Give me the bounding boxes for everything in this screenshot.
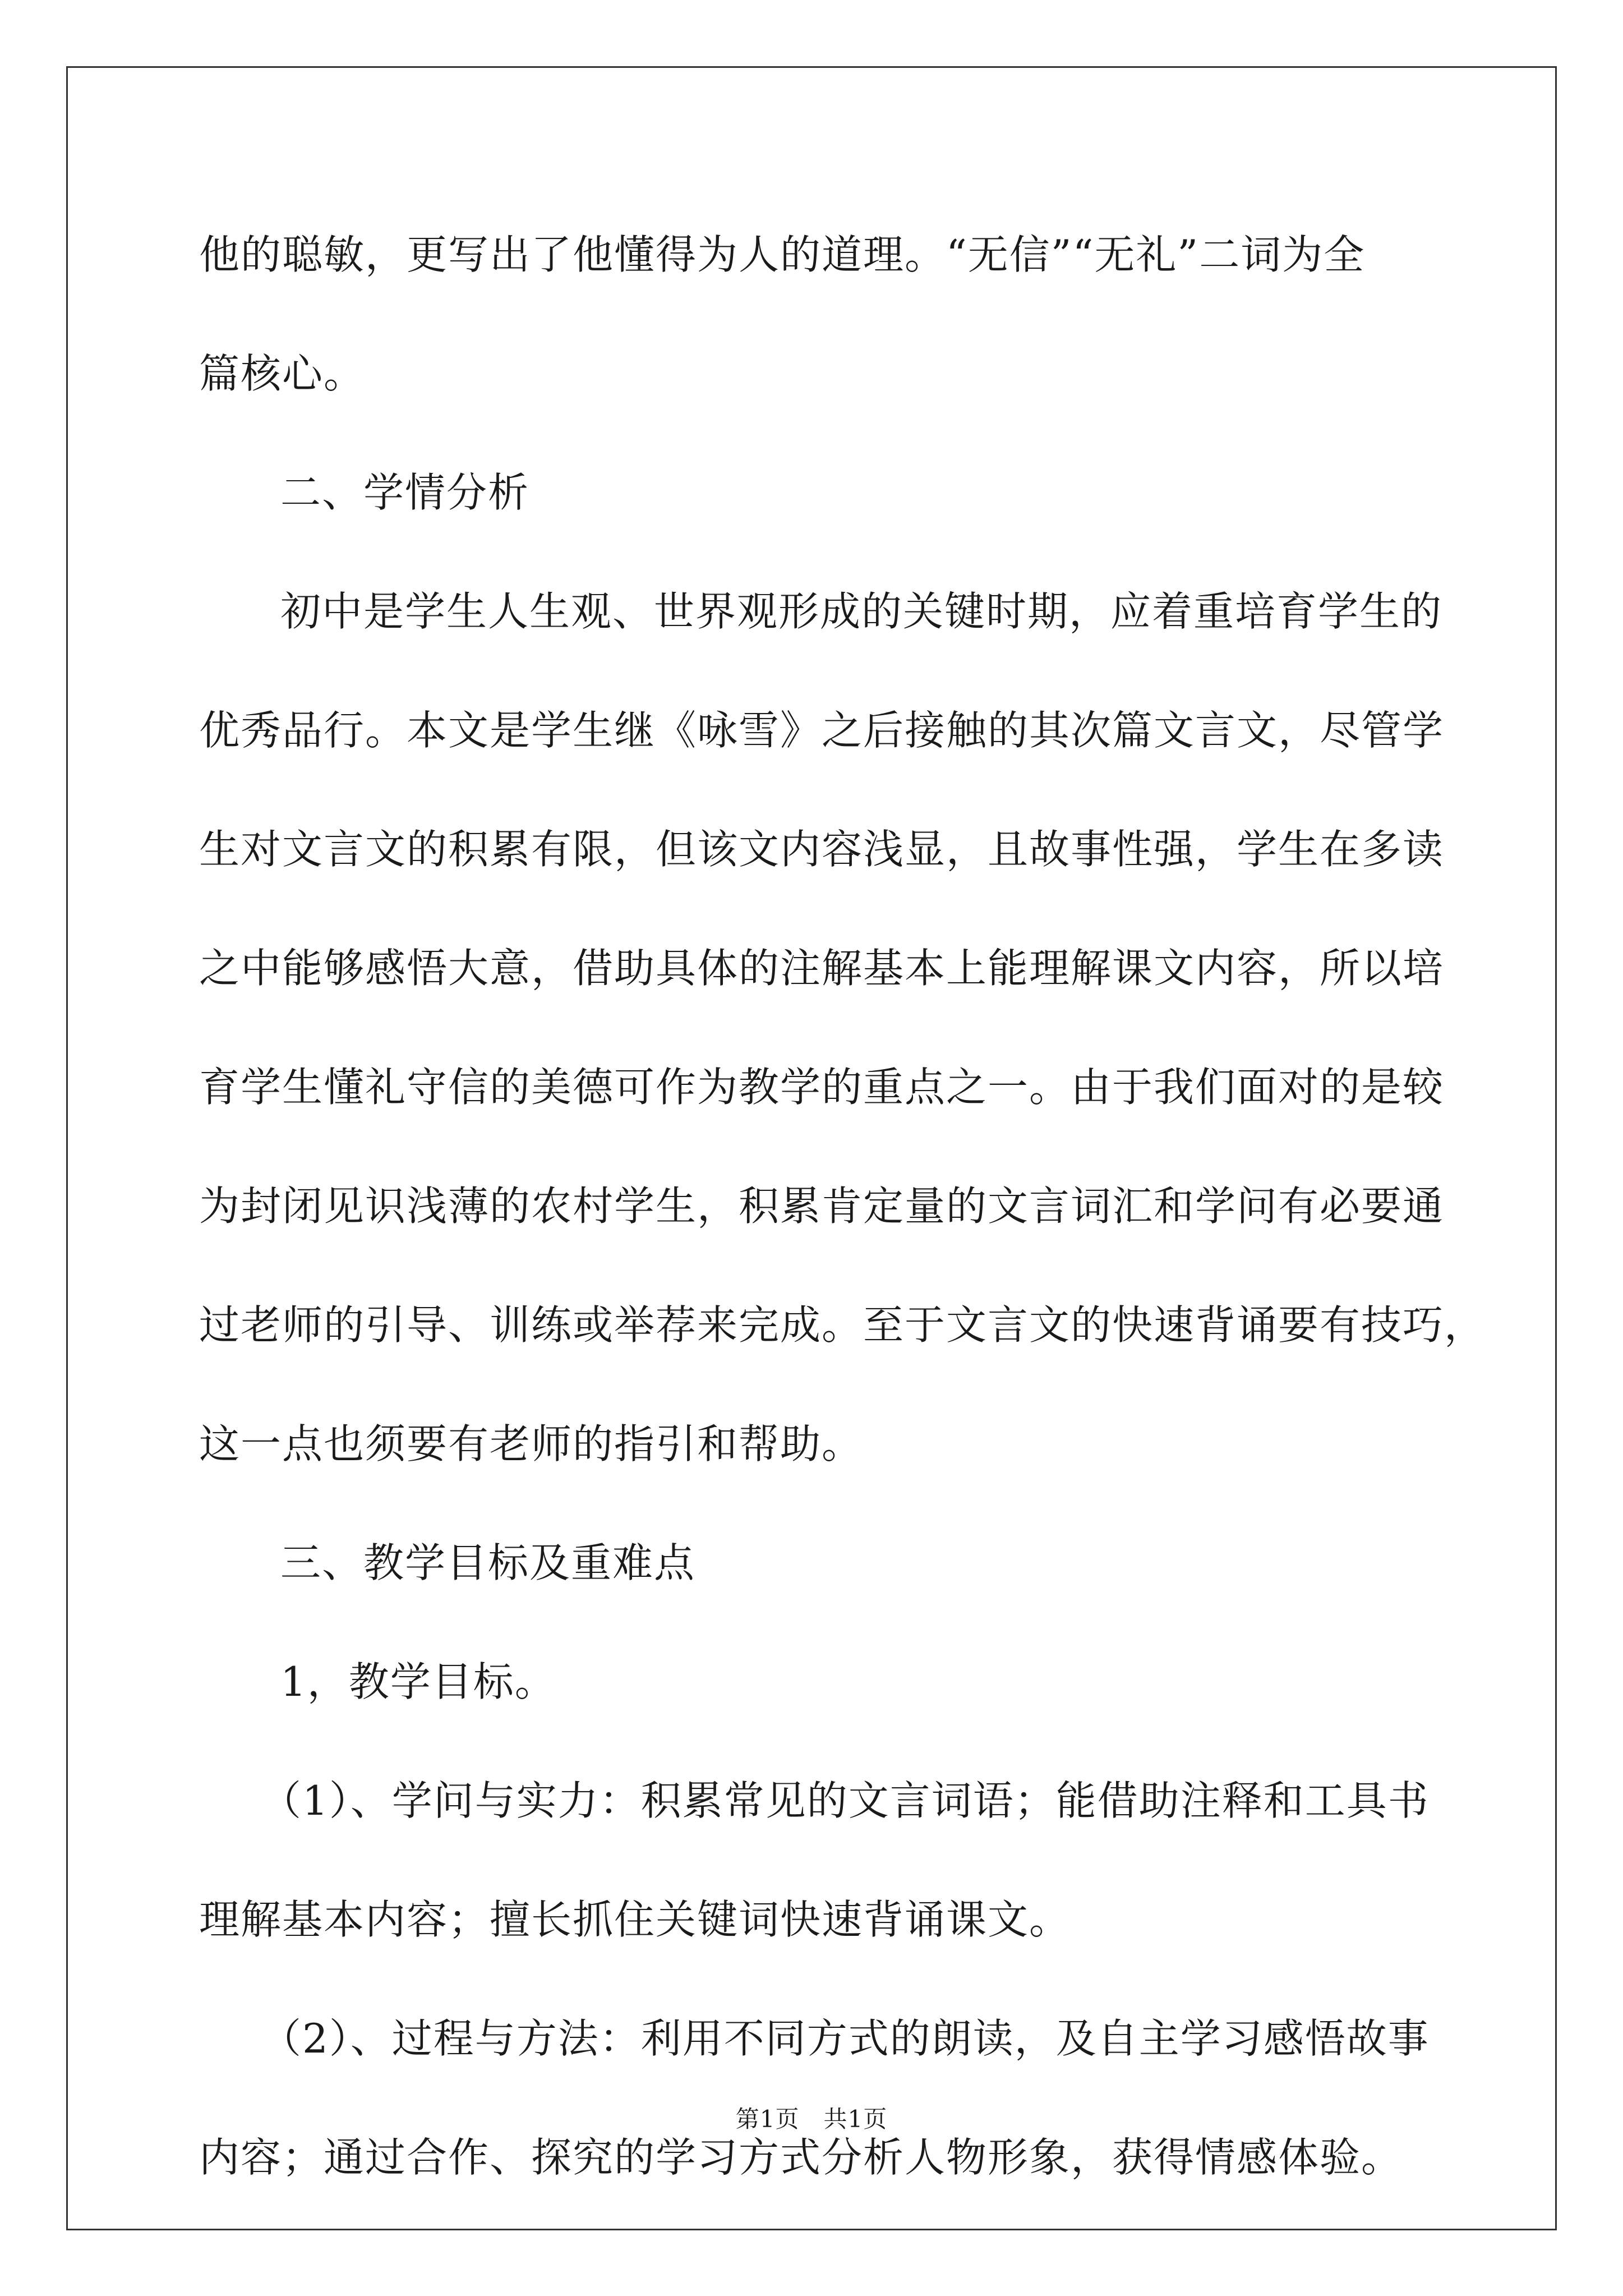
text-line: 育学生懂礼守信的美德可作为教学的重点之一。由于我们面对的是较 [199,1064,1445,1111]
text-line: 篇核心。 [199,350,366,397]
text-line: 理解基本内容；擅长抓住关键词快速背诵课文。 [199,1896,1071,1943]
text-line: 之中能够感悟大意，借助具体的注解基本上能理解课文内容，所以培 [199,945,1445,992]
text-line: （1）、学问与实力：积累常见的文言词语；能借助注释和工具书 [261,1777,1430,1824]
text-line: 为封闭见识浅薄的农村学生，积累肯定量的文言词汇和学问有必要通 [199,1182,1445,1230]
text-line: （2）、过程与方法：利用不同方式的朗读，及自主学习感悟故事 [261,2015,1430,2062]
text-line: 这一点也须要有老师的指引和帮助。 [199,1420,864,1467]
text-line: 他的聪敏，更写出了他懂得为人的道理。“无信”“无礼”二词为全 [199,231,1366,278]
text-line: 内容；通过合作、探究的学习方式分析人物形象，获得情感体验。 [199,2134,1403,2181]
document-body [199,212,1486,2234]
section-heading: 三、教学目标及重难点 [280,1539,696,1586]
section-heading: 二、学情分析 [280,469,530,516]
text-line: 优秀品行。本文是学生继《咏雪》之后接触的其次篇文言文，尽管学 [199,707,1445,754]
text-line: 初中是学生人生观、世界观形成的关键时期，应着重培育学生的 [280,588,1443,635]
text-line: 过老师的引导、训练或举荐来完成。至于文言文的快速背诵要有技巧， [199,1301,1486,1349]
subsection-heading: 1，教学目标。 [280,1658,556,1705]
page-footer: 第1页 共1页 [735,2105,888,2133]
text-line: 生对文言文的积累有限，但该文内容浅显，且故事性强，学生在多读 [199,826,1445,873]
